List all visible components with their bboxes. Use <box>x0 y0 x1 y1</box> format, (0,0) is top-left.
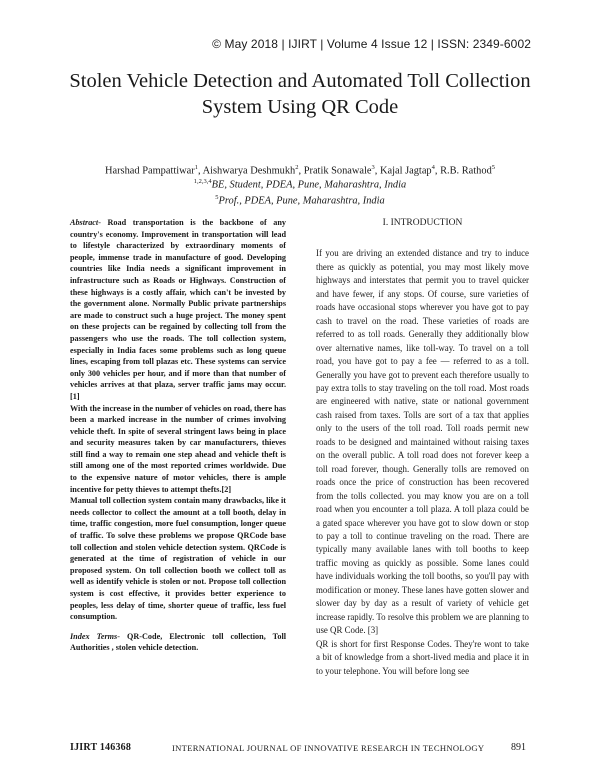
section-heading: I. INTRODUCTION <box>382 218 463 228</box>
affiliation-text: Prof., PDEA, Pune, Maharashtra, India <box>218 195 385 207</box>
abstract-text: Road transportation is the backbone of any country's economy. Improvement in transportation will lead to lifestyle characterized by extraordinary moments of people, immense trade in manufacture of good. Developing countries like India needs a significant improvement in infrastructure such as Roads or Highways. Construction of these highways is a costly affair, which can't be invested by the government alone. Normally Public private partnerships are made to construct such a huge project. The money spent on these projects can be regained by collecting toll from the passengers who use the roads. The toll collection system, especially in India faces some problems such as long queue lines, escaping from toll plazas etc. These systems can service only 300 vehicles per hour, and if more than that number of vehicles arrives at that plaza, server traffic jams may occur. [1] <box>70 218 286 401</box>
abstract-column <box>70 217 286 654</box>
affiliation-text: BE, Student, PDEA, Pune, Maharashtra, India <box>211 179 407 191</box>
footer-journal-id: IJIRT 146368 <box>70 742 132 753</box>
intro-paragraph: If you are driving an extended distance and try to induce there as quickly as potential, you may most likely move highways and interstates that permit you to travel quicker and have fewer, if any stops. Of course, sure varieties of roads have occasional stops wherever you have got to pay cash to travel on the road. These varieties of roads are referred to as toll roads. Generally they additionally blow over alternative names, like toll-way. To travel on a toll road, you have got to pay a fee — referred to as a toll. Generally you have got to prevent each therefore usually to pay extra tolls to stay traveling on the toll road. Most roads are engineered with native, state or national government cash raised from taxes. Tolls are sort of a tax that applies only to the users of the toll road. Toll roads permit new roads to be designed and maintained without raising taxes on the overall public. A toll road does not forever keep a toll road forever, though. Generally tolls are removed on roads once the price of construction has been recovered from the tolls collected. you may know you are on a toll road when you encounter a toll plaza. A toll plaza could be a gated space wherever you have got to slow down or stop to pay a toll to continue traveling on the road. There are typically many available lanes with toll booths to keep traffic moving as quickly as possible. Some lanes could have individuals working the toll booths, so you'll pay with modification or money. These lanes have gotten slower and slower day by day as a result of variety of vehicle get increase rapidly. To resolve this problem we are planning to use QR Code. [3] <box>316 248 529 636</box>
author-sup: 2 <box>295 164 299 171</box>
affiliation-professor <box>40 191 560 207</box>
affiliation-students <box>40 175 560 191</box>
author-name: Pratik Sonawale <box>303 165 372 177</box>
author-sup: 1 <box>194 164 198 171</box>
author-sup: 5 <box>491 164 496 171</box>
author-name: Harshad Pampattiwar <box>104 165 195 177</box>
footer-page-number: 891 <box>511 742 526 753</box>
footer-journal-name: INTERNATIONAL JOURNAL OF INNOVATIVE RESEARCH IN TECHNOLOGY <box>172 743 485 753</box>
introduction-column <box>316 217 529 678</box>
intro-paragraph: QR is short for first Response Codes. They're wont to take a bit of knowledge from a short-lived media and place it in to your telephone. You will before long see <box>316 638 529 676</box>
author-name: Kajal Jagtap <box>379 165 432 177</box>
affiliation-sup: 5 <box>215 194 219 201</box>
abstract-paragraph <box>70 217 286 403</box>
author-sup: 3 <box>371 164 375 171</box>
author-sup: 4 <box>431 164 435 171</box>
index-terms <box>70 631 286 654</box>
index-terms-text: QR-Code, Electronic toll collection, Toll Authorities , stolen vehicle detection. <box>70 631 286 653</box>
abstract-paragraph: With the increase in the number of vehicles on road, there has been a marked increase in the number of crimes involving vehicle theft. In spite of several stringent laws being in place and security measures taken by car manufacturers, thieves still find a way to remain one step ahead and vehicle theft is still among one of the most reported crimes worldwide. Due to the expensive nature of motor vehicles, there is ample incentive for petty thieves to attempt thefts.[2] <box>70 403 286 494</box>
abstract-label: Abstract- <box>70 218 101 227</box>
affiliation-sup: 1,2,3,4 <box>193 178 212 185</box>
index-terms-label: Index Terms- <box>70 631 120 641</box>
author-name: Aishwarya Deshmukh <box>202 165 296 177</box>
author-name: R.B. Rathod <box>440 165 492 177</box>
abstract-paragraph: Manual toll collection system contain many drawbacks, like it needs collector to collect the amount at a toll booth, delay in time, traffic congestion, more fuel consumption, longer queue of traffic. To solve these problems we propose QRCode base toll collection and stolen vehicle detection system. QRCode is generated at the time of registration of vehicle in our proposed system. On toll collection booth we collect toll as well as identify vehicle is stolen or not. Propose toll collection system is cost effective, it provides better experience to peoples, less delay of time, shorter queue of traffic, less fuel consumption. <box>70 496 286 622</box>
paper-title: Stolen Vehicle Detection and Automated Toll Collection System Using QR Code <box>69 70 531 118</box>
author-list: Harshad Pampattiwar$^1$, Aishwarya Deshmukh$^2$, Pratik Sonawale$^3$, Kajal Jagtap$^4$, R.B. Rathod$^5$ <box>104 164 496 177</box>
header-citation: © May 2018 | IJIRT | Volume 4 Issue 12 | ISSN: 2349-6002 <box>212 37 531 51</box>
